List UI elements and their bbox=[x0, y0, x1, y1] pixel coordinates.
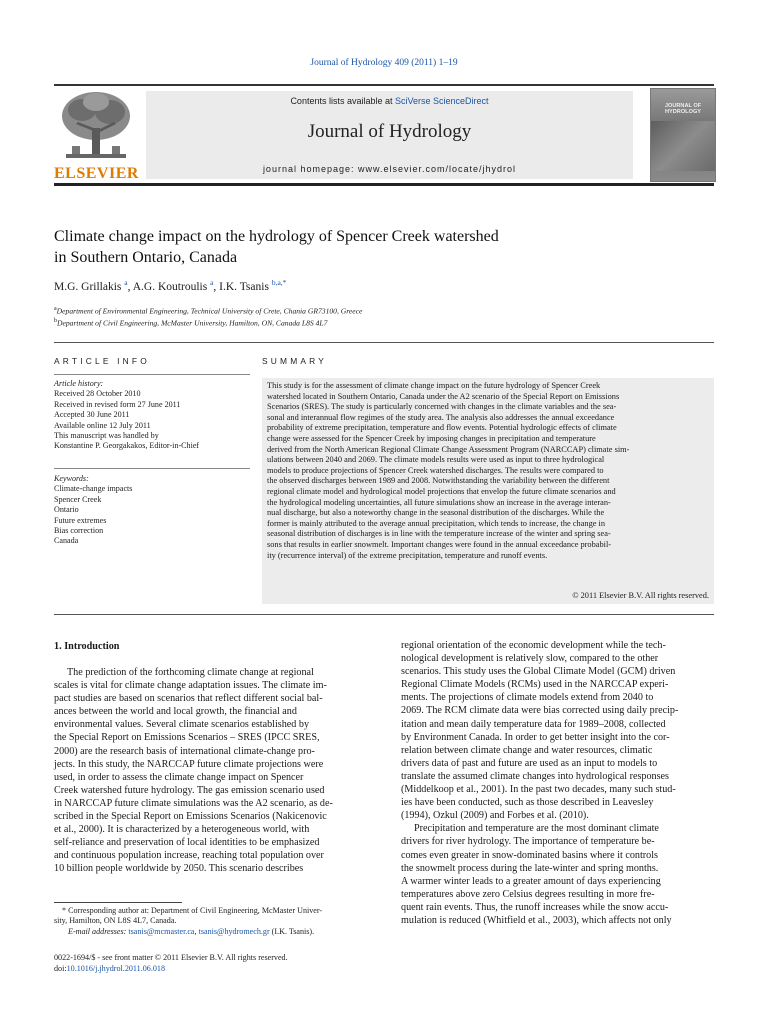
history-item: Accepted 30 June 2011 bbox=[54, 410, 130, 420]
section-divider bbox=[54, 342, 714, 343]
summary-line: sons that results in earlier snowmelt. Important changes were found in the annual exceedance probabil- bbox=[267, 539, 612, 549]
article-info-rule bbox=[54, 468, 250, 469]
summary-line: watershed located in Southern Ontario, Canada under the A2 scenario of the Special Report on Emissions bbox=[267, 391, 620, 401]
body-line: The prediction of the forthcoming climate change at regional bbox=[67, 667, 314, 678]
email-link[interactable]: tsanis@mcmaster.ca bbox=[128, 926, 195, 936]
body-line: by Environment Canada. In order to get better insight into the cor- bbox=[401, 731, 670, 743]
journal-cover-thumbnail[interactable] bbox=[650, 88, 716, 182]
history-item: Available online 12 July 2011 bbox=[54, 420, 151, 430]
masthead-top-rule bbox=[54, 84, 714, 86]
body-line: Creek watershed future hydrology. The gas emission scenario used bbox=[54, 784, 325, 796]
body-line: Precipitation and temperature are the most dominant climate bbox=[414, 823, 659, 835]
article-info-rule bbox=[54, 374, 250, 375]
journal-citation[interactable]: Journal of Hydrology 409 (2011) 1–19 bbox=[310, 58, 458, 68]
body-line: jects. In this study, the NARCCAP future climate projections were bbox=[54, 758, 324, 770]
keywords-block bbox=[54, 474, 250, 547]
body-line: relation between climate change and water resources, climatic bbox=[401, 744, 653, 756]
cover-image bbox=[651, 121, 715, 171]
body-column-right bbox=[401, 639, 714, 927]
summary-heading: SUMMARY bbox=[262, 356, 328, 366]
body-line: mulation is reduced (Whitfield et al., 2003), which affects not only bbox=[401, 914, 672, 926]
cover-title: JOURNAL OF HYDROLOGY bbox=[664, 103, 702, 116]
body-column-left bbox=[54, 666, 379, 876]
body-line: A warmer winter leads to a greater amount of days experiencing bbox=[401, 875, 661, 887]
issn-line: 0022-1694/$ - see front matter © 2011 Elsevier B.V. All rights reserved. bbox=[54, 953, 288, 962]
keyword: Spencer Creek bbox=[54, 494, 102, 504]
email-separator: , bbox=[194, 926, 199, 936]
history-item: Received in revised form 27 June 2011 bbox=[54, 399, 181, 409]
summary-line: the observed discharges between 1989 and 2008. Notwithstanding the variability between the different bbox=[267, 476, 610, 486]
corresponding-author-footnote bbox=[54, 906, 379, 937]
imprint bbox=[54, 952, 288, 974]
body-line: and continuous population increase, reaching total population over bbox=[54, 850, 324, 862]
doi-prefix: doi: bbox=[54, 964, 67, 973]
body-line: scribed in the Special Report on Emissions Scenarios (Nakicenovic bbox=[54, 811, 327, 823]
body-line: comes even greater in snow-dominated basins where it controls bbox=[401, 849, 658, 861]
summary-line: probability of extreme precipitation, temperature and flow events. Potential hydrologic effects of climate bbox=[267, 423, 617, 433]
article-info-heading: ARTICLE INFO bbox=[54, 356, 150, 366]
body-line: self-reliance and preservation of local identities to be emphasized bbox=[54, 837, 320, 849]
summary-copyright: © 2011 Elsevier B.V. All rights reserved. bbox=[572, 591, 709, 600]
author-name[interactable]: A.G. Koutroulis bbox=[132, 280, 208, 293]
body-line: ments. The projections of climate models extend from 2040 to bbox=[401, 692, 654, 704]
author-list bbox=[54, 278, 286, 293]
doi-line bbox=[54, 963, 288, 974]
footnote-line: * Corresponding author at: Department of Civil Engineering, McMaster Univer- bbox=[62, 906, 323, 915]
author-affiliation-marker[interactable]: b,a,* bbox=[271, 278, 287, 287]
keyword: Ontario bbox=[54, 505, 79, 515]
summary-line: seasonal distribution of discharges is in line with the temperature increase of the winter and spring sea- bbox=[267, 529, 611, 539]
section-divider bbox=[54, 614, 714, 615]
footnote-rule bbox=[54, 902, 182, 903]
body-line: drivers for river hydrology. The importance of temperature be- bbox=[401, 836, 655, 848]
email-label: E-mail addresses: bbox=[68, 926, 127, 936]
affiliation bbox=[54, 318, 327, 328]
keyword: Canada bbox=[54, 536, 79, 546]
body-line: drivers data of past and future are used as an input to models to bbox=[401, 757, 658, 769]
body-line: 2069. The RCM climate data were bias corrected using daily precip- bbox=[401, 705, 679, 717]
journal-title: Journal of Hydrology bbox=[307, 121, 472, 142]
author-affiliation-marker[interactable]: a bbox=[210, 278, 214, 287]
summary-line: change were assessed for the Spencer Creek by imposing changes in precipitation and temperature bbox=[267, 433, 596, 443]
body-line: Regional Climate Models (RCMs) used in the NARCCAP experi- bbox=[401, 679, 669, 691]
affiliation-text: Department of Civil Engineering, McMaster University, Hamilton, ON, Canada L8S 4L7 bbox=[57, 318, 328, 328]
body-line: in NARCCAP future climate simulations was the A2 scenario, as de- bbox=[54, 797, 333, 809]
body-line: et al., 2000). It is characterized by a heterogeneous world, with bbox=[54, 824, 310, 836]
body-line: the Special Report on Emissions Scenarios – SRES (IPCC SRES, bbox=[54, 732, 320, 744]
masthead-bottom-rule bbox=[54, 183, 714, 186]
history-label: Article history: bbox=[54, 379, 104, 388]
article-history bbox=[54, 379, 250, 452]
summary-line: the hydrological modeling uncertainties, all future simulations show an increase in the average interan- bbox=[267, 497, 611, 507]
history-item: Konstantine P. Georgakakos, Editor-in-Chief bbox=[54, 441, 200, 451]
author-separator: , bbox=[127, 280, 133, 293]
article-title-line: Climate change impact on the hydrology of Spencer Creek watershed bbox=[54, 228, 499, 245]
summary-line: Scenarios (SRES). The study is particularly concerned with changes in the climate variables and the sea- bbox=[267, 402, 617, 412]
body-line: translate the assumed climate changes into hydrological responses bbox=[401, 770, 669, 782]
footnote-line: sity, Hamilton, ON L8S 4L7, Canada. bbox=[54, 916, 177, 926]
author-name[interactable]: M.G. Grillakis bbox=[54, 280, 122, 293]
author-separator: , bbox=[213, 280, 220, 293]
body-line: (Middelkoop et al., 2001). In the past two decades, many such stud- bbox=[401, 784, 676, 796]
body-line: itation and mean daily temperature data for 1989–2008, collected bbox=[401, 718, 666, 730]
body-line: temperatures above zero Celsius degrees resulting in more fre- bbox=[401, 888, 655, 900]
footnote-email-line bbox=[54, 927, 379, 937]
keyword: Future extremes bbox=[54, 515, 107, 525]
body-line: ances between the world and local growth, the financial and bbox=[54, 706, 297, 718]
summary-line: ity (recurrence interval) of the extreme precipitation, temperature and runoff events. bbox=[267, 550, 548, 560]
body-line: 10 billion people worldwide by 2050. This scenario describes bbox=[54, 863, 304, 875]
body-line: nological development is relatively slow, compared to the other bbox=[401, 653, 659, 665]
contents-prefix: Contents lists available at bbox=[290, 96, 395, 106]
masthead-banner bbox=[146, 91, 633, 179]
publisher-name: ELSEVIER bbox=[54, 165, 139, 182]
summary-line: nual discharge, but also a noteworthy change in the seasonal distribution of the discharges. While the bbox=[267, 508, 605, 518]
affiliation-marker: a bbox=[54, 306, 57, 312]
keywords-label: Keywords: bbox=[54, 474, 89, 483]
body-line: ies have been conducted, such as those described in Leavesley bbox=[401, 797, 654, 809]
summary-line: This study is for the assessment of climate change impact on the future hydrology of Spencer Creek bbox=[267, 381, 601, 390]
body-line: the snowmelt process during the late-winter and spring months. bbox=[401, 862, 659, 874]
summary-line: regional climate model and hydrological model projections that envelop the future climate scenarios and bbox=[267, 486, 616, 496]
summary-line: former is mainly attributed to the average annual precipitation, which tends to increase, the change in bbox=[267, 518, 606, 528]
summary-text bbox=[267, 381, 709, 561]
introduction-heading: 1. Introduction bbox=[54, 641, 120, 652]
body-line: (1994), Ozkul (2009) and Forbes et al. (2010). bbox=[401, 810, 589, 822]
body-line: quent rain events. Thus, the runoff increases while the snow accu- bbox=[401, 901, 669, 913]
body-line: 2000) are the research basis of international climate-change pro- bbox=[54, 745, 315, 757]
body-line: used, in order to assess the climate change impact on Spencer bbox=[54, 771, 304, 783]
summary-line: ulations between 2040 and 2069. The climate models results were used as input to three hydrological bbox=[267, 455, 605, 465]
sciencedirect-link[interactable]: SciVerse ScienceDirect bbox=[395, 96, 489, 106]
affiliation-marker: b bbox=[54, 318, 57, 324]
history-item: Received 28 October 2010 bbox=[54, 389, 141, 399]
summary-line: derived from the North American Regional Climate Change Assessment Program (NARCCAP) climate sim- bbox=[267, 444, 630, 454]
keyword: Climate-change impacts bbox=[54, 484, 133, 494]
body-line: pact studies are based on scenarios that reflect different social bal- bbox=[54, 693, 323, 705]
doi-link[interactable]: 10.1016/j.jhydrol.2011.06.018 bbox=[66, 964, 165, 973]
history-item: This manuscript was handled by bbox=[54, 431, 159, 441]
article-title-line: in Southern Ontario, Canada bbox=[54, 249, 238, 266]
contents-availability-line bbox=[146, 96, 633, 106]
author-name[interactable]: I.K. Tsanis bbox=[219, 280, 269, 293]
summary-box bbox=[262, 378, 714, 604]
summary-line: models to produce projections of Spencer Creek watershed discharges. The results were compared to bbox=[267, 465, 604, 475]
summary-line: sonal and interannual flow regimes of the study area. The analysis also addresses the annual exceedance bbox=[267, 412, 615, 422]
body-line: scales is vital for climate change adaptation issues. The climate im- bbox=[54, 680, 327, 692]
article-title bbox=[54, 226, 654, 268]
author-affiliation-marker[interactable]: a bbox=[124, 278, 128, 287]
body-line: regional orientation of the economic development while the tech- bbox=[401, 640, 666, 651]
email-suffix: (I.K. Tsanis). bbox=[269, 926, 315, 936]
body-line: scenarios. This study uses the Global Climate Model (GCM) driven bbox=[401, 666, 676, 678]
keyword: Bias correction bbox=[54, 526, 104, 536]
affiliation-text: Department of Environmental Engineering, Technical University of Crete, Chania GR73100, Greece bbox=[56, 306, 363, 316]
journal-homepage[interactable]: journal homepage: www.elsevier.com/locate/jhydrol bbox=[262, 164, 517, 174]
affiliation bbox=[54, 306, 362, 316]
email-link[interactable]: tsanis@hydromech.gr bbox=[198, 926, 270, 936]
body-line: environmental values. Several climate scenarios established by bbox=[54, 719, 310, 731]
